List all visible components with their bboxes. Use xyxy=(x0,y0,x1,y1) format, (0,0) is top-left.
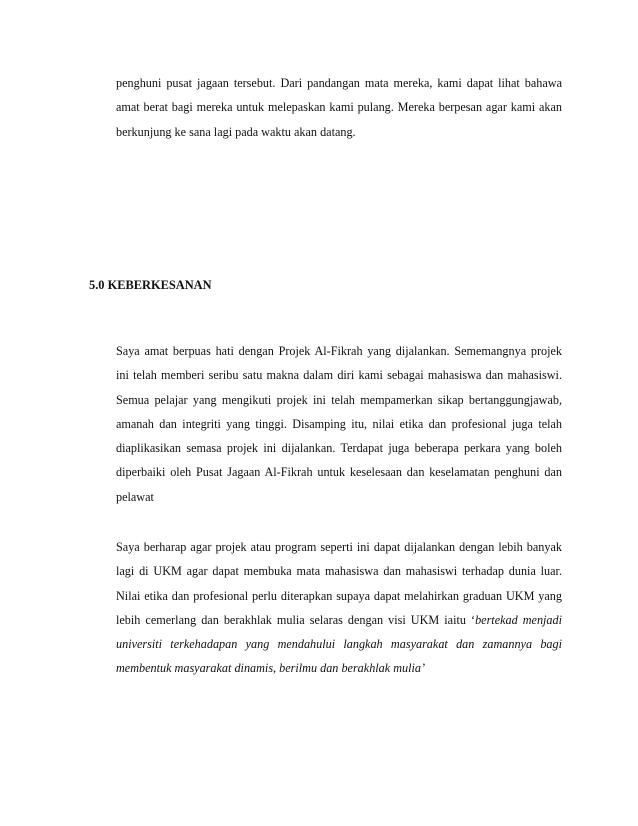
text-line: amat berat bagi mereka untuk melepaskan kami pulang. Mereka berpesan agar kami akan xyxy=(116,100,562,115)
text-line: Saya berharap agar projek atau program seperti ini dapat dijalankan dengan lebih banyak xyxy=(116,540,562,554)
paragraph-satisfaction xyxy=(116,339,562,509)
text-line: berkunjung ke sana lagi pada waktu akan datang. xyxy=(116,124,356,139)
text-plain: lebih cemerlang dan berakhlak mulia selaras dengan visi UKM iaitu ‘ xyxy=(116,612,476,627)
text-line: Nilai etika dan profesional perlu diterapkan supaya dapat melahirkan graduan UKM yang xyxy=(116,588,562,603)
text-line: Saya amat berpuas hati dengan Projek Al-Fikrah yang dijalankan. Sememangnya projek xyxy=(116,344,562,358)
text-line: penghuni pusat jagaan tersebut. Dari pandangan mata mereka, kami dapat lihat bahawa xyxy=(116,76,562,90)
text-line: amanah dan integriti yang tinggi. Disamping itu, nilai etika dan profesional juga telah xyxy=(116,416,562,431)
text-line: Semua pelajar yang mengikuti projek ini telah mempamerkan sikap bertanggungjawab, xyxy=(116,392,562,407)
paragraph-hope xyxy=(116,535,562,681)
text-line: diperbaiki oleh Pusat Jagaan Al-Fikrah untuk keselesaan dan keselamatan penghuni dan xyxy=(116,465,562,480)
text-line xyxy=(116,656,562,680)
paragraph-continuation xyxy=(116,71,562,144)
text-italic: membentuk masyarakat dinamis, berilmu dan berakhlak mulia’ xyxy=(116,661,426,676)
text-line xyxy=(116,632,562,656)
text-line: ini telah memberi seribu satu makna dalam diri kami sebagai mahasiswa dan mahasiswi. xyxy=(116,368,562,383)
text-line xyxy=(116,608,562,632)
text-line: lagi di UKM agar dapat membuka mata mahasiswa dan mahasiswi terhadap dunia luar. xyxy=(116,564,562,579)
section-heading: 5.0 KEBERKESANAN xyxy=(89,278,212,292)
text-line: pelawat xyxy=(116,489,154,504)
text-italic: universiti terkehadapan yang mendahului langkah masyarakat dan zamannya bagi xyxy=(116,637,562,652)
text-line: diaplikasikan semasa projek ini dijalankan. Terdapat juga beberapa perkara yang boleh xyxy=(116,441,562,456)
text-italic: bertekad menjadi xyxy=(475,612,563,627)
